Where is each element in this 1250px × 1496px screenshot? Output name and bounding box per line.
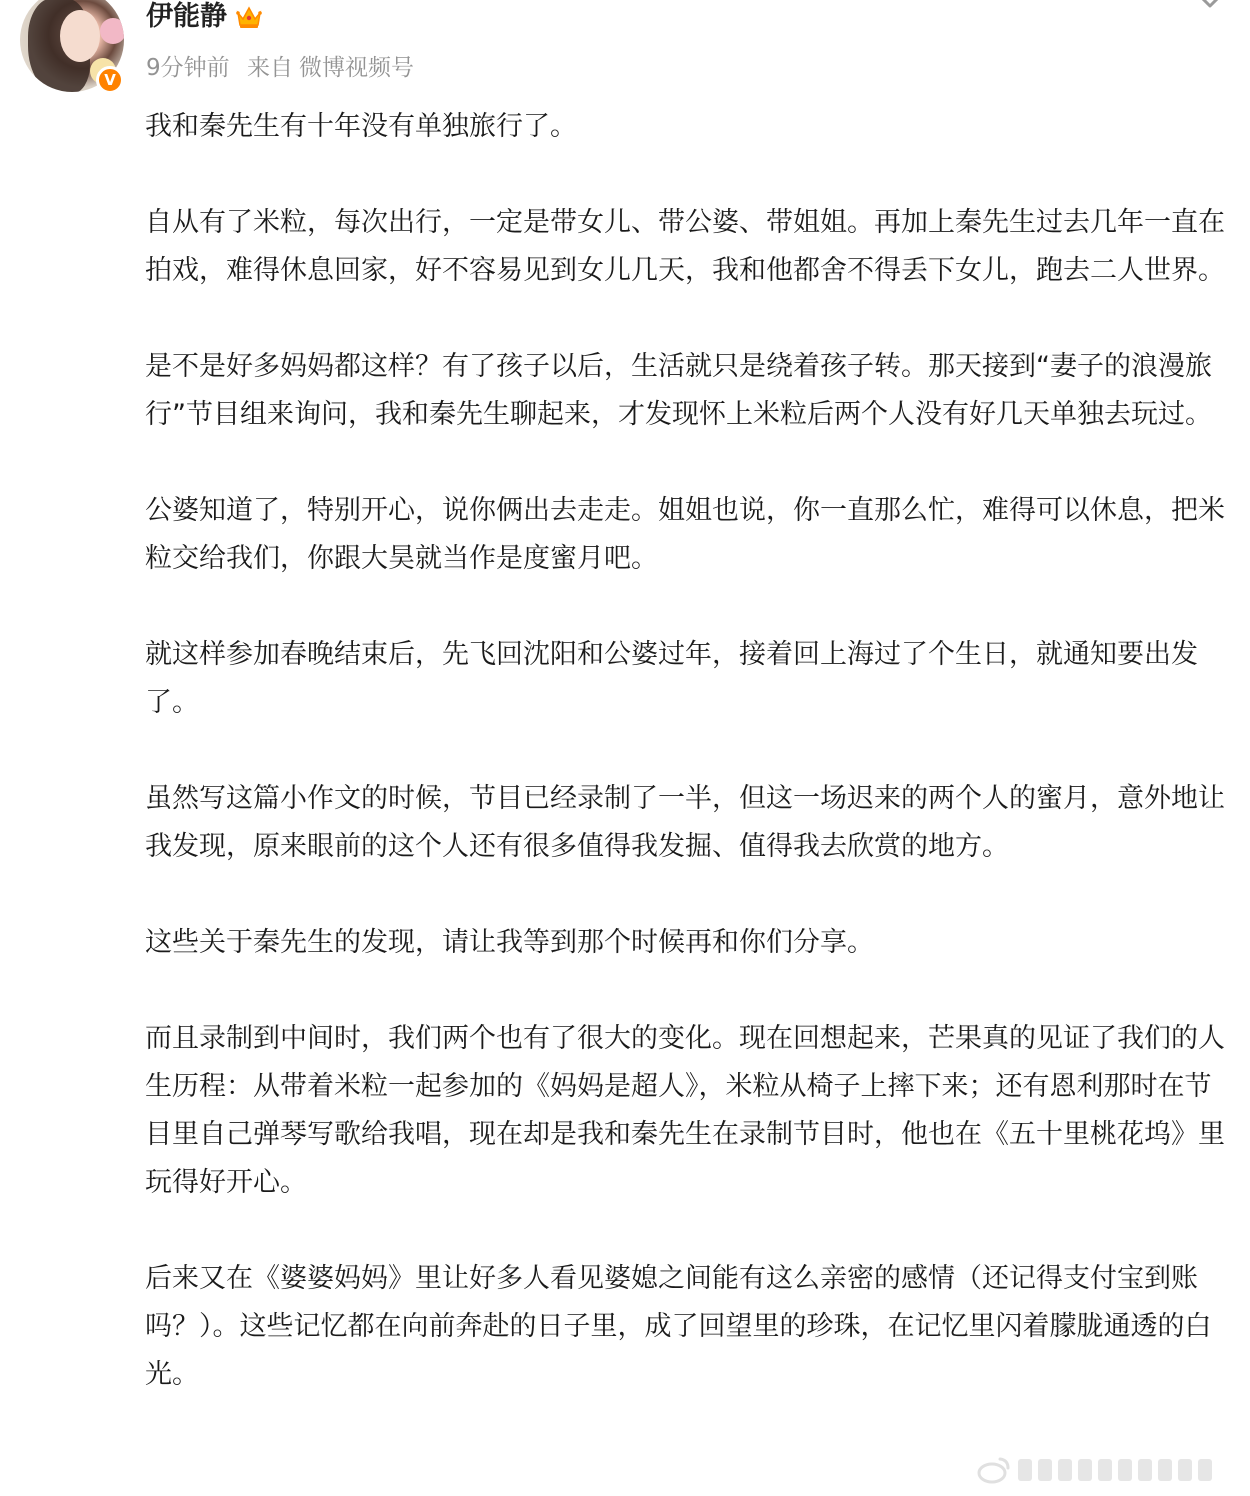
post-paragraph: 公婆知道了，特别开心，说你俩出去走走。姐姐也说，你一直那么忙，难得可以休息，把米粒交给我们，你跟大昊就当作是度蜜月吧。 xyxy=(145,495,1225,574)
post-paragraph: 是不是好多妈妈都这样？有了孩子以后，生活就只是绕着孩子转。那天接到“妻子的浪漫旅行”节目组来询问，我和秦先生聊起来，才发现怀上米粒后两个人没有好几天单独去玩过。 xyxy=(145,351,1212,430)
post-paragraph: 就这样参加春晚结束后，先飞回沈阳和公婆过年，接着回上海过了个生日，就通知要出发了。 xyxy=(145,639,1198,718)
post-source-link[interactable]: 微博视频号 xyxy=(298,55,414,81)
post-time: 9分钟前 xyxy=(146,55,230,81)
post-paragraph: 自从有了米粒，每次出行，一定是带女儿、带公婆、带姐姐。再加上秦先生过去几年一直在拍戏，难得休息回家，好不容易见到女儿几天，我和他都舍不得丢下女儿，跑去二人世界。 xyxy=(145,207,1225,286)
post-paragraph: 这些关于秦先生的发现，请让我等到那个时候再和你们分享。 xyxy=(145,927,874,958)
watermark xyxy=(976,1452,1240,1488)
username-row xyxy=(146,0,263,34)
source-prefix: 来自 xyxy=(246,55,293,81)
post-meta xyxy=(146,52,414,84)
post-paragraph: 而且录制到中间时，我们两个也有了很大的变化。现在回想起来，芒果真的见证了我们的人生历程：从带着米粒一起参加的《妈妈是超人》，米粒从椅子上摔下来；还有恩利那时在节目里自己弹琴写歌给我唱，现在却是我和秦先生在录制节目时，他也在《五十里桃花坞》里玩得好开心。 xyxy=(145,1023,1225,1198)
post-body xyxy=(145,103,1235,1399)
chevron-down-icon[interactable] xyxy=(1194,0,1226,12)
avatar-face xyxy=(60,10,100,62)
post-paragraph: 后来又在《婆婆妈妈》里让好多人看见婆媳之间能有这么亲密的感情（还记得支付宝到账吗？）。这些记忆都在向前奔赴的日子里，成了回望里的珍珠，在记忆里闪着朦胧通透的白光。 xyxy=(145,1263,1212,1390)
watermark-text xyxy=(1018,1459,1218,1481)
verified-badge-icon: V xyxy=(96,66,124,94)
avatar-flower xyxy=(100,18,124,44)
username[interactable]: 伊能静 xyxy=(146,1,227,32)
post-paragraph: 我和秦先生有十年没有单独旅行了。 xyxy=(145,111,577,142)
crown-icon xyxy=(235,4,263,30)
post-paragraph: 虽然写这篇小作文的时候，节目已经录制了一半，但这一场迟来的两个人的蜜月，意外地让我发现，原来眼前的这个人还有很多值得我发掘、值得我去欣赏的地方。 xyxy=(145,783,1225,862)
weibo-logo-icon xyxy=(976,1455,1012,1485)
